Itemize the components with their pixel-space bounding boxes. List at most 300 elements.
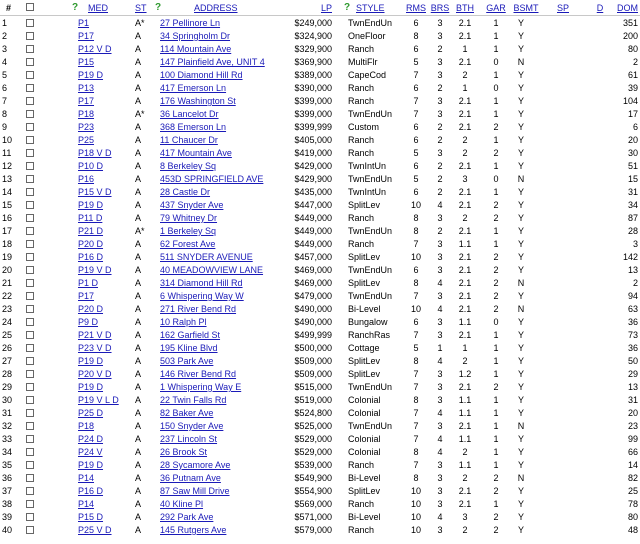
help-icon[interactable]: ?	[344, 2, 351, 13]
days-on-market: 30	[627, 148, 638, 158]
med-link[interactable]: P24 V	[78, 447, 103, 457]
baths-value: 2	[462, 447, 468, 457]
list-price: $515,000	[294, 382, 332, 392]
baths-value: 1	[462, 44, 468, 54]
baths-value: 2.1	[458, 499, 472, 509]
col-header-style[interactable]: STYLE	[356, 3, 385, 13]
row-checkbox[interactable]	[26, 162, 34, 170]
basement-value: Y	[517, 135, 524, 145]
bedrooms-value: 4	[437, 278, 443, 288]
address-link[interactable]: 27 Pellinore Ln	[160, 18, 221, 28]
basement-value: Y	[517, 161, 524, 171]
row-checkbox[interactable]	[26, 318, 34, 326]
med-link[interactable]: P16	[78, 174, 95, 184]
rooms-value: 6	[413, 161, 419, 171]
status-code: A	[135, 122, 142, 132]
med-link[interactable]: P13	[78, 83, 95, 93]
med-link[interactable]: P19 V D	[78, 265, 112, 275]
med-link[interactable]: P10 D	[78, 161, 104, 171]
med-link[interactable]: P18	[78, 421, 95, 431]
style-value: TwnEndUn	[348, 382, 393, 392]
med-link[interactable]: P25 V D	[78, 525, 112, 535]
med-link[interactable]: P1 D	[78, 278, 99, 288]
days-on-market: 3	[632, 239, 638, 249]
address-link[interactable]: 195 Kline Blvd	[160, 343, 218, 353]
bedrooms-value: 3	[437, 369, 443, 379]
rooms-value: 7	[413, 239, 419, 249]
row-number: 30	[2, 395, 13, 405]
address-link[interactable]: 271 River Bend Rd	[160, 304, 237, 314]
col-header-d[interactable]: D	[596, 3, 604, 13]
med-link[interactable]: P16 D	[78, 486, 104, 496]
row-checkbox[interactable]	[26, 266, 34, 274]
help-icon[interactable]: ?	[72, 2, 79, 13]
row-checkbox[interactable]	[26, 383, 34, 391]
days-on-market: 2	[632, 278, 638, 288]
row-checkbox[interactable]	[26, 201, 34, 209]
rooms-value: 7	[413, 421, 419, 431]
table-row	[0, 55, 640, 68]
med-link[interactable]: P20 D	[78, 304, 104, 314]
address-link[interactable]: 40 MEADOWVIEW LANE	[160, 265, 264, 275]
med-link[interactable]: P16 D	[78, 252, 104, 262]
address-link[interactable]: 417 Mountain Ave	[160, 148, 232, 158]
basement-value: Y	[517, 187, 524, 197]
days-on-market: 13	[627, 382, 638, 392]
table-row	[0, 94, 640, 107]
rooms-value: 7	[413, 96, 419, 106]
med-link[interactable]: P12 V D	[78, 44, 112, 54]
row-number: 10	[2, 135, 13, 145]
row-checkbox[interactable]	[26, 32, 34, 40]
bedrooms-value: 2	[437, 83, 443, 93]
status-code: A	[135, 317, 142, 327]
row-checkbox[interactable]	[26, 84, 34, 92]
address-link[interactable]: 314 Diamond Hill Rd	[160, 278, 243, 288]
style-value: Ranch	[348, 499, 375, 509]
baths-value: 2	[462, 70, 468, 80]
address-link[interactable]: 26 Brook St	[160, 447, 208, 457]
row-checkbox[interactable]	[26, 97, 34, 105]
garage-value: 1	[493, 239, 499, 249]
list-price: $429,900	[294, 174, 332, 184]
basement-value: N	[517, 174, 525, 184]
address-link[interactable]: 79 Whitney Dr	[160, 213, 218, 223]
address-link[interactable]: 176 Washington St	[160, 96, 236, 106]
address-link[interactable]: 22 Twin Falls Rd	[160, 395, 227, 405]
col-header-dom[interactable]: DOM	[617, 3, 638, 13]
days-on-market: 73	[627, 330, 638, 340]
style-value: TwnIntUn	[348, 187, 387, 197]
style-value: SplitLev	[348, 356, 381, 366]
med-link[interactable]: P19 D	[78, 382, 104, 392]
med-link[interactable]: P15 D	[78, 512, 104, 522]
baths-value: 2	[462, 525, 468, 535]
row-checkbox[interactable]	[26, 149, 34, 157]
status-code: A	[135, 265, 142, 275]
med-link[interactable]: P18	[78, 109, 95, 119]
address-link[interactable]: 6 Whispering Way W	[160, 291, 244, 301]
row-checkbox[interactable]	[26, 526, 34, 534]
table-body	[0, 16, 640, 536]
list-price: $399,000	[294, 109, 332, 119]
col-header-brs[interactable]: BRS	[430, 3, 450, 13]
list-price: $449,000	[294, 226, 332, 236]
baths-value: 1.1	[458, 239, 472, 249]
address-link[interactable]: 8 Berkeley Sq	[160, 161, 217, 171]
baths-value: 2.1	[458, 304, 472, 314]
row-checkbox[interactable]	[26, 331, 34, 339]
basement-value: N	[517, 421, 525, 431]
row-checkbox[interactable]	[26, 227, 34, 235]
baths-value: 1.1	[458, 408, 472, 418]
med-link[interactable]: P18 V D	[78, 148, 112, 158]
med-link[interactable]: P23	[78, 122, 95, 132]
list-price: $249,000	[294, 18, 332, 28]
med-link[interactable]: P25 D	[78, 408, 104, 418]
rooms-value: 5	[413, 148, 419, 158]
address-link[interactable]: 503 Park Ave	[160, 356, 214, 366]
col-header-address[interactable]: ADDRESS	[194, 3, 238, 13]
table-row	[0, 276, 640, 289]
col-header-sp[interactable]: SP	[556, 3, 569, 13]
row-checkbox[interactable]	[26, 240, 34, 248]
col-header-bth[interactable]: BTH	[456, 3, 474, 13]
status-code: A	[135, 252, 142, 262]
days-on-market: 20	[627, 135, 638, 145]
style-value: TwnEndUn	[348, 421, 393, 431]
med-link[interactable]: P17	[78, 31, 95, 41]
address-link[interactable]: 162 Garfield St	[160, 330, 221, 340]
address-link[interactable]: 36 Putnam Ave	[160, 473, 221, 483]
style-value: Ranch	[348, 525, 375, 535]
bedrooms-value: 3	[437, 31, 443, 41]
row-checkbox[interactable]	[26, 500, 34, 508]
med-link[interactable]: P17	[78, 291, 95, 301]
row-number: 17	[2, 226, 13, 236]
basement-value: Y	[517, 317, 524, 327]
row-checkbox[interactable]	[26, 188, 34, 196]
address-link[interactable]: 237 Lincoln St	[160, 434, 218, 444]
address-link[interactable]: 437 Snyder Ave	[160, 200, 224, 210]
col-header-med[interactable]: MED	[88, 3, 108, 13]
garage-value: 1	[493, 187, 499, 197]
address-link[interactable]: 368 Emerson Ln	[160, 122, 227, 132]
status-code: A	[135, 434, 142, 444]
days-on-market: 82	[627, 473, 638, 483]
address-link[interactable]: 511 SNYDER AVENUE	[160, 252, 253, 262]
basement-value: Y	[517, 408, 524, 418]
row-checkbox[interactable]	[26, 19, 34, 27]
med-link[interactable]: P11 D	[78, 213, 103, 223]
status-code: A	[135, 96, 142, 106]
row-number: 9	[2, 122, 8, 132]
row-number: 21	[2, 278, 13, 288]
row-checkbox[interactable]	[26, 292, 34, 300]
row-checkbox[interactable]	[26, 58, 34, 66]
baths-value: 2.1	[458, 330, 472, 340]
rooms-value: 5	[413, 174, 419, 184]
table-row	[0, 523, 640, 536]
list-price: $571,000	[294, 512, 332, 522]
row-number: 33	[2, 434, 13, 444]
baths-value: 1.1	[458, 395, 472, 405]
row-checkbox[interactable]	[26, 305, 34, 313]
status-code: A*	[135, 109, 145, 119]
col-header-rms[interactable]: RMS	[406, 3, 426, 13]
med-link[interactable]: P19 D	[78, 200, 104, 210]
med-link[interactable]: P20 D	[78, 239, 104, 249]
list-price: $519,000	[294, 395, 332, 405]
med-link[interactable]: P21 D	[78, 226, 104, 236]
style-value: TwnEndUn	[348, 18, 393, 28]
days-on-market: 200	[622, 31, 638, 41]
baths-value: 2.1	[458, 200, 472, 210]
rooms-value: 5	[413, 57, 419, 67]
style-value: SplitLev	[348, 486, 381, 496]
garage-value: 0	[493, 57, 499, 67]
basement-value: N	[517, 57, 525, 67]
table-row	[0, 81, 640, 94]
list-price: $469,000	[294, 278, 332, 288]
address-link[interactable]: 62 Forest Ave	[160, 239, 216, 249]
rooms-value: 7	[413, 408, 419, 418]
med-link[interactable]: P20 V D	[78, 369, 112, 379]
med-link[interactable]: P19 D	[78, 356, 104, 366]
rooms-value: 7	[413, 382, 419, 392]
address-link[interactable]: 87 Saw Mill Drive	[160, 486, 230, 496]
row-checkbox[interactable]	[26, 214, 34, 222]
style-value: Bungalow	[348, 317, 388, 327]
table-row	[0, 341, 640, 354]
days-on-market: 87	[627, 213, 638, 223]
table-row	[0, 328, 640, 341]
address-link[interactable]: 34 Springholm Dr	[160, 31, 231, 41]
style-value: Bi-Level	[348, 304, 381, 314]
table-row	[0, 497, 640, 510]
row-checkbox[interactable]	[26, 175, 34, 183]
bedrooms-value: 2	[437, 122, 443, 132]
col-header-st[interactable]: ST	[135, 3, 147, 13]
baths-value: 2.1	[458, 161, 472, 171]
days-on-market: 48	[627, 525, 638, 535]
status-code: A	[135, 304, 142, 314]
select-all-checkbox[interactable]	[26, 3, 34, 11]
row-number: 4	[2, 57, 8, 67]
row-number: 29	[2, 382, 13, 392]
row-checkbox[interactable]	[26, 448, 34, 456]
med-link[interactable]: P17	[78, 96, 95, 106]
days-on-market: 23	[627, 421, 638, 431]
list-price: $457,000	[294, 252, 332, 262]
row-checkbox[interactable]	[26, 396, 34, 404]
rooms-value: 6	[413, 122, 419, 132]
row-checkbox[interactable]	[26, 513, 34, 521]
row-checkbox[interactable]	[26, 409, 34, 417]
address-link[interactable]: 114 Mountain Ave	[160, 44, 232, 54]
row-number: 1	[2, 18, 8, 28]
days-on-market: 36	[627, 343, 638, 353]
row-number: 23	[2, 304, 13, 314]
row-number: 6	[2, 83, 8, 93]
row-checkbox[interactable]	[26, 461, 34, 469]
garage-value: 1	[493, 460, 499, 470]
med-link[interactable]: P15	[78, 57, 95, 67]
table-row	[0, 146, 640, 159]
med-link[interactable]: P1	[78, 18, 90, 28]
row-number: 12	[2, 161, 13, 171]
med-link[interactable]: P19 D	[78, 70, 104, 80]
row-checkbox[interactable]	[26, 253, 34, 261]
days-on-market: 20	[627, 408, 638, 418]
address-link[interactable]: 40 Kline Pl	[160, 499, 204, 509]
row-checkbox[interactable]	[26, 422, 34, 430]
med-link[interactable]: P19 V L D	[78, 395, 119, 405]
style-value: Colonial	[348, 447, 381, 457]
row-checkbox[interactable]	[26, 136, 34, 144]
table-row	[0, 16, 640, 29]
address-link[interactable]: 292 Park Ave	[160, 512, 214, 522]
bedrooms-value: 2	[437, 226, 443, 236]
row-number: 11	[2, 148, 12, 158]
med-link[interactable]: P24 D	[78, 434, 104, 444]
col-header-gar[interactable]: GAR	[486, 3, 506, 13]
address-link[interactable]: 28 Castle Dr	[160, 187, 211, 197]
status-code: A	[135, 343, 142, 353]
row-number: 32	[2, 421, 13, 431]
med-link[interactable]: P14	[78, 473, 95, 483]
days-on-market: 34	[627, 200, 638, 210]
row-number: 8	[2, 109, 8, 119]
col-header-bsmt[interactable]: BSMT	[513, 3, 539, 13]
row-checkbox[interactable]	[26, 487, 34, 495]
style-value: SplitLev	[348, 369, 381, 379]
bedrooms-value: 3	[437, 148, 443, 158]
list-price: $389,000	[294, 70, 332, 80]
address-link[interactable]: 145 Rutgers Ave	[160, 525, 227, 535]
rooms-value: 7	[413, 70, 419, 80]
address-link[interactable]: 453D SPRINGFIELD AVE	[160, 174, 264, 184]
table-row	[0, 289, 640, 302]
row-checkbox[interactable]	[26, 435, 34, 443]
status-code: A	[135, 83, 142, 93]
baths-value: 1.1	[458, 317, 472, 327]
address-link[interactable]: 417 Emerson Ln	[160, 83, 227, 93]
status-code: A	[135, 486, 142, 496]
table-row	[0, 432, 640, 445]
baths-value: 2.1	[458, 18, 472, 28]
list-price: $419,000	[294, 148, 332, 158]
row-number: 14	[2, 187, 13, 197]
list-price: $324,900	[294, 31, 332, 41]
row-checkbox[interactable]	[26, 344, 34, 352]
days-on-market: 142	[622, 252, 638, 262]
list-price: $405,000	[294, 135, 332, 145]
address-link[interactable]: 146 River Bend Rd	[160, 369, 237, 379]
status-code: A	[135, 408, 142, 418]
basement-value: Y	[517, 83, 524, 93]
table-row	[0, 224, 640, 237]
row-checkbox[interactable]	[26, 279, 34, 287]
rooms-value: 8	[413, 278, 419, 288]
rooms-value: 8	[413, 226, 419, 236]
rooms-value: 7	[413, 291, 419, 301]
med-link[interactable]: P19 D	[78, 460, 104, 470]
address-link[interactable]: 28 Sycamore Ave	[160, 460, 231, 470]
row-checkbox[interactable]	[26, 357, 34, 365]
row-checkbox[interactable]	[26, 45, 34, 53]
days-on-market: 2	[632, 57, 638, 67]
help-icon[interactable]: ?	[155, 2, 162, 13]
bedrooms-value: 4	[437, 304, 443, 314]
rooms-value: 10	[410, 525, 421, 535]
med-link[interactable]: P25	[78, 135, 95, 145]
address-link[interactable]: 36 Lancelot Dr	[160, 109, 219, 119]
garage-value: 1	[493, 434, 499, 444]
row-checkbox[interactable]	[26, 474, 34, 482]
row-number: 18	[2, 239, 13, 249]
days-on-market: 36	[627, 317, 638, 327]
bedrooms-value: 3	[437, 525, 443, 535]
rooms-value: 10	[410, 200, 421, 210]
col-header-lp[interactable]: LP	[320, 3, 332, 13]
table-row	[0, 458, 640, 471]
basement-value: Y	[517, 252, 524, 262]
address-link[interactable]: 150 Snyder Ave	[160, 421, 224, 431]
list-price: $500,000	[294, 343, 332, 353]
address-link[interactable]: 11 Chaucer Dr	[160, 135, 218, 145]
address-link[interactable]: 82 Baker Ave	[160, 408, 214, 418]
baths-value: 2.1	[458, 109, 472, 119]
rooms-value: 8	[413, 395, 419, 405]
row-number: 28	[2, 369, 13, 379]
rooms-value: 5	[413, 343, 419, 353]
row-checkbox[interactable]	[26, 370, 34, 378]
basement-value: Y	[517, 200, 524, 210]
days-on-market: 351	[622, 18, 638, 28]
row-checkbox[interactable]	[26, 110, 34, 118]
address-link[interactable]: 100 Diamond Hill Rd	[160, 70, 243, 80]
table-row	[0, 484, 640, 497]
row-checkbox[interactable]	[26, 71, 34, 79]
status-code: A	[135, 135, 142, 145]
bedrooms-value: 3	[437, 96, 443, 106]
bedrooms-value: 2	[437, 187, 443, 197]
days-on-market: 61	[627, 70, 638, 80]
address-link[interactable]: 1 Berkeley Sq	[160, 226, 217, 236]
status-code: A*	[135, 18, 145, 28]
med-link[interactable]: P23 V D	[78, 343, 112, 353]
row-number: 27	[2, 356, 13, 366]
style-value: Bi-Level	[348, 512, 381, 522]
address-link[interactable]: 10 Ralph Pl	[160, 317, 207, 327]
garage-value: 0	[493, 317, 499, 327]
med-link[interactable]: P9 D	[78, 317, 99, 327]
status-code: A	[135, 200, 142, 210]
row-checkbox[interactable]	[26, 123, 34, 131]
med-link[interactable]: P14	[78, 499, 95, 509]
address-link[interactable]: 1 Whispering Way E	[160, 382, 242, 392]
list-price: $449,000	[294, 239, 332, 249]
basement-value: Y	[517, 486, 524, 496]
table-row	[0, 419, 640, 432]
med-link[interactable]: P15 V D	[78, 187, 112, 197]
rooms-value: 10	[410, 512, 421, 522]
basement-value: Y	[517, 434, 524, 444]
basement-value: Y	[517, 499, 524, 509]
med-link[interactable]: P21 V D	[78, 330, 112, 340]
address-link[interactable]: 147 Plainfield Ave, UNIT 4	[160, 57, 265, 67]
